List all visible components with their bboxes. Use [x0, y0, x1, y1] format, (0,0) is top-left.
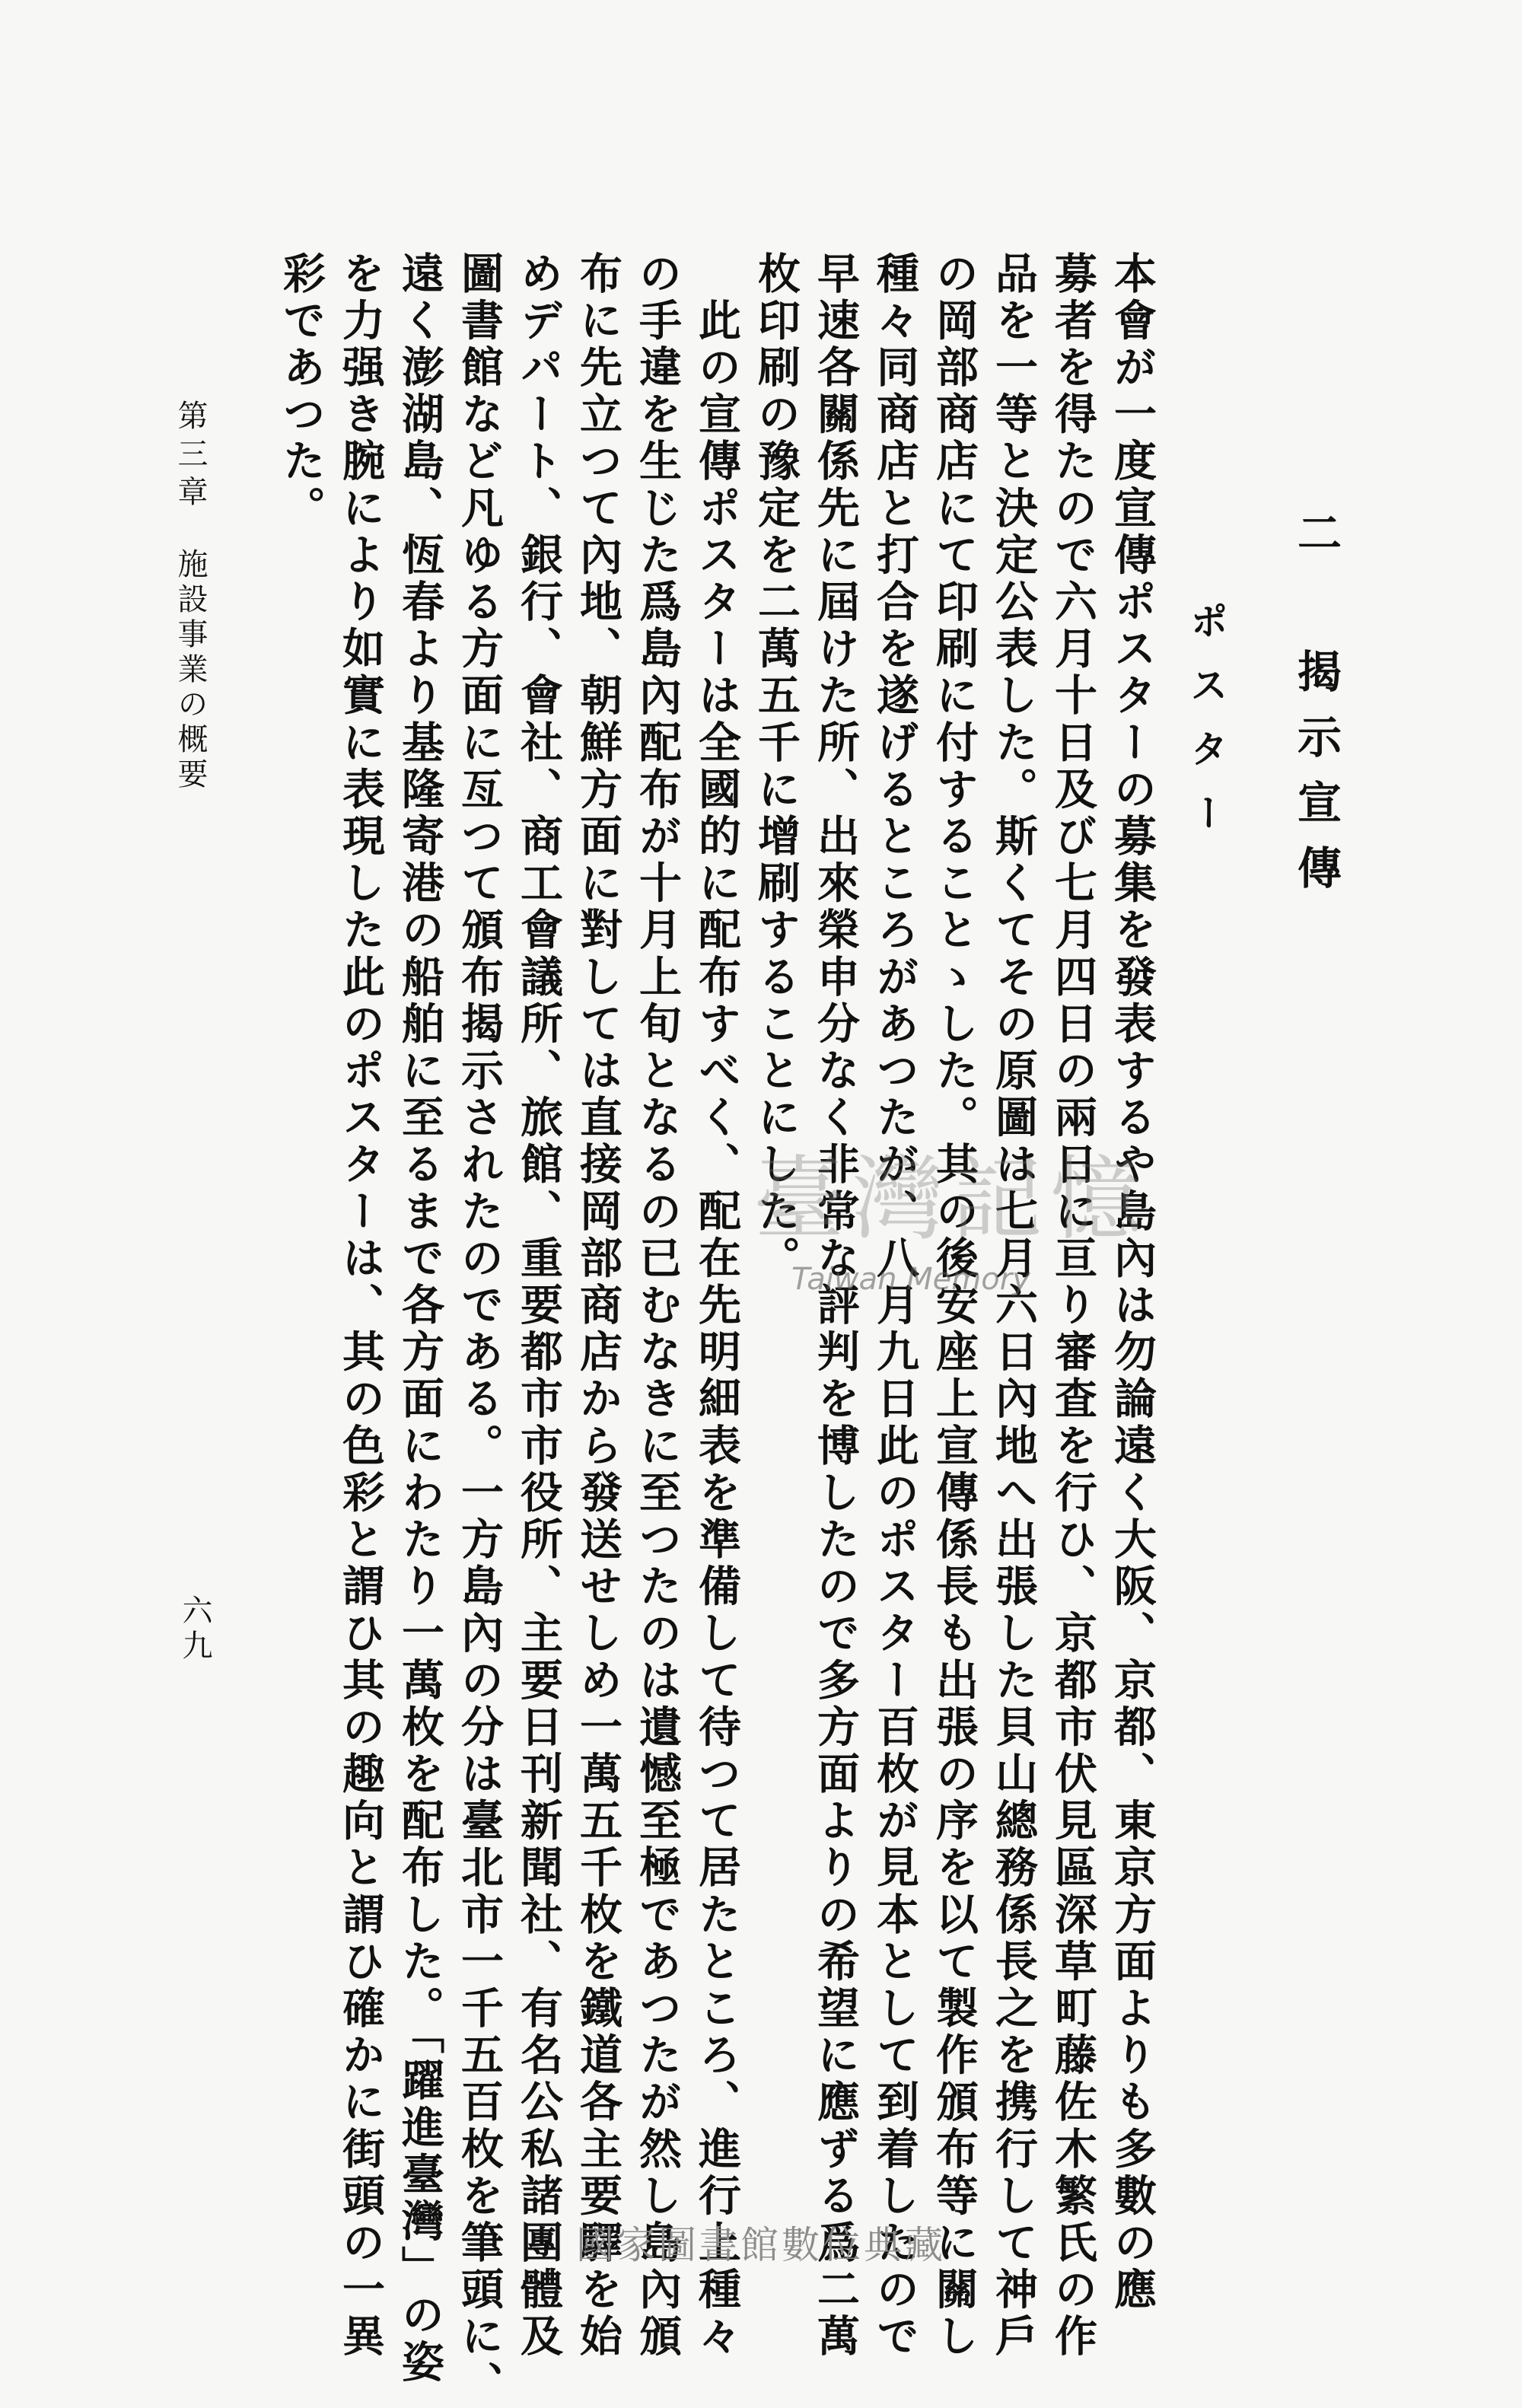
- section-title: 二 揭示宣傳: [1290, 510, 1342, 910]
- library-credit: 國家圖書館數位典藏: [576, 2223, 946, 2267]
- chapter-label: 第三章: [173, 400, 208, 514]
- body-line: の手違を生じた爲島內配布が十月上旬となるの已むなきに至つたのは遺憾至極であつたが然し島內頒: [632, 251, 683, 2361]
- body-line: 圖書館など凡ゆる方面に亙つて頒布揭示されたのである。一方島內の分は臺北市一千五百枚を筆頭に、: [454, 251, 505, 2408]
- section-subtitle: ポスター: [1184, 601, 1229, 857]
- body-line: の岡部商店にて印刷に付することゝした。其の後安座上宣傳係長も出張の序を以て製作頒布等に關し: [929, 251, 979, 2362]
- watermark-english-text: Taiwan Memory: [791, 1262, 1030, 1297]
- body-line: 枚印刷の豫定を二萬五千に增刷することにした。: [751, 251, 801, 1283]
- body-line: 品を一等と決定公表した。斯くてその原圖は七月六日內地へ出張した貝山總務係長之を携行して神戶: [989, 251, 1039, 2361]
- body-line: 早速各關係先に屆けた所、出來榮申分なく非常な評判を博したので多方面よりの希望に應ずる爲二萬: [810, 251, 861, 2361]
- body-line: を力强き腕により如實に表現した此のポスターは、其の色彩と謂ひ其の趣向と謂ひ確かに街頭の一異: [336, 251, 386, 2361]
- body-line: 此の宣傳ポスターは全國的に配布すべく、配在先明細表を準備して待つて居たところ、進行上種々: [692, 251, 742, 2361]
- chapter-section-title: 施設事業の概要: [173, 548, 208, 793]
- body-line: めデパート、銀行、會社、商工會議所、旅館、重要都市市役所、主要日刊新聞社、有名公私諸團體及: [514, 251, 564, 2361]
- page-number: 六九: [177, 1594, 212, 1664]
- body-line: 遠く澎湖島、恆春より基隆寄港の船舶に至るまで各方面にわたり一萬枚を配布した。「躍進臺灣」の姿: [395, 251, 445, 2387]
- watermark-chinese-text: 臺灣記憶: [753, 1147, 1149, 1253]
- body-line: 本會が一度宣傳ポスターの募集を發表するや島內は勿論遠く大阪、京都、東京方面よりも多數の應: [1107, 251, 1157, 2314]
- body-line: 種々同商店と打合を遂げるところがあつたが、八月九日此のポスター百枚が見本として到着したので: [870, 251, 920, 2361]
- body-line: 彩であつた。: [276, 251, 326, 533]
- body-line: 募者を得たので六月十日及び七月四日の兩日に亘り審査を行ひ、京都市伏見區深草町藤佐木繁氏の作: [1048, 251, 1098, 2361]
- body-line: 布に先立つて內地、朝鮮方面に對しては直接岡部商店から發送せしめ一萬五千枚を鐵道各主要驛を始: [573, 251, 623, 2361]
